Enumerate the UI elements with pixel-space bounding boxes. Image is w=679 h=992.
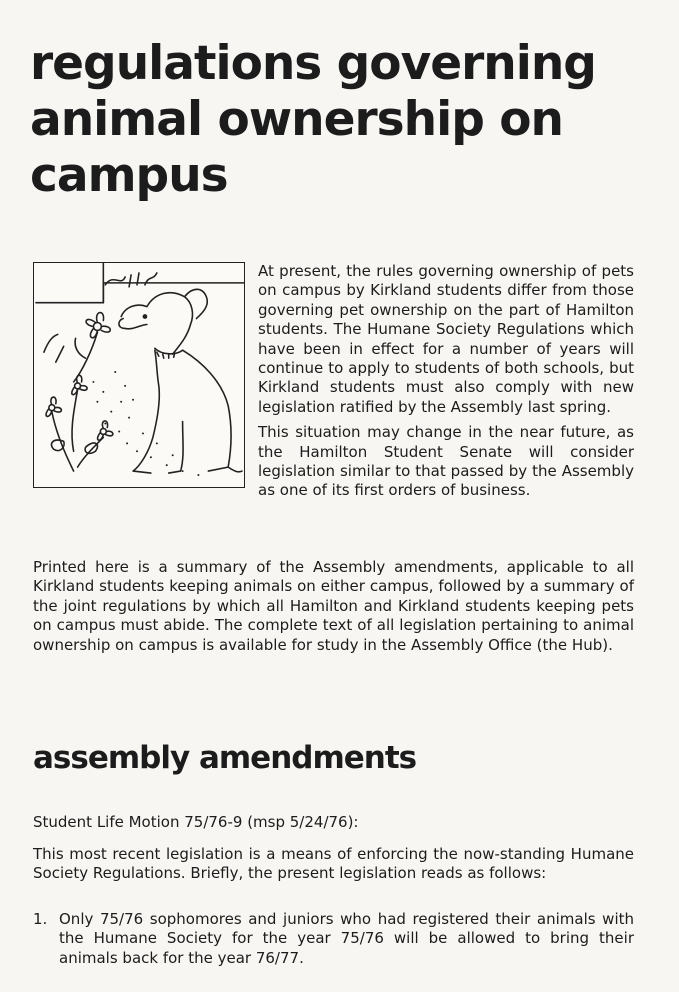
legislation-summary: This most recent legislation is a means of enforcing the now-standing Humane Society Regulations. Briefly, the present legislation reads as follows: <box>33 845 634 883</box>
amendment-list <box>33 910 634 968</box>
dog-and-flowers-illustration <box>33 262 245 488</box>
list-item-number: 1. <box>33 910 48 928</box>
motion-reference: Student Life Motion 75/76-9 (msp 5/24/76): <box>33 813 359 831</box>
page-title: regulations governing animal ownership on campus <box>30 36 596 203</box>
section-heading: assembly amendments <box>33 740 417 776</box>
intro-section <box>33 262 634 507</box>
summary-intro-paragraph: Printed here is a summary of the Assembly amendments, applicable to all Kirkland students keeping animals on either campus, followed by a summary of the joint regulations by which all Hamilton and Kirkland students keeping pets on campus must abide. The complete text of all legislation pertaining to animal ownership on campus is available for study in the Assembly Office (the Hub). <box>33 558 634 654</box>
intro-paragraph-2: This situation may change in the near future, as the Hamilton Student Senate will consider legislation similar to that passed by the Assembly as one of its first orders of business. <box>258 423 634 500</box>
list-item <box>33 910 634 968</box>
list-item-text: Only 75/76 sophomores and juniors who had registered their animals with the Humane Society for the year 75/76 will be allowed to bring their animals back for the year 76/77. <box>59 910 634 967</box>
intro-paragraph-1: At present, the rules governing ownership of pets on campus by Kirkland students differ from those governing pet ownership on the part of Hamilton students. The Humane Society Regulations which have been in effect for a number of years will continue to apply to students of both schools, but Kirkland students must also comply with new legislation ratified by the Assembly last spring. <box>258 262 634 416</box>
